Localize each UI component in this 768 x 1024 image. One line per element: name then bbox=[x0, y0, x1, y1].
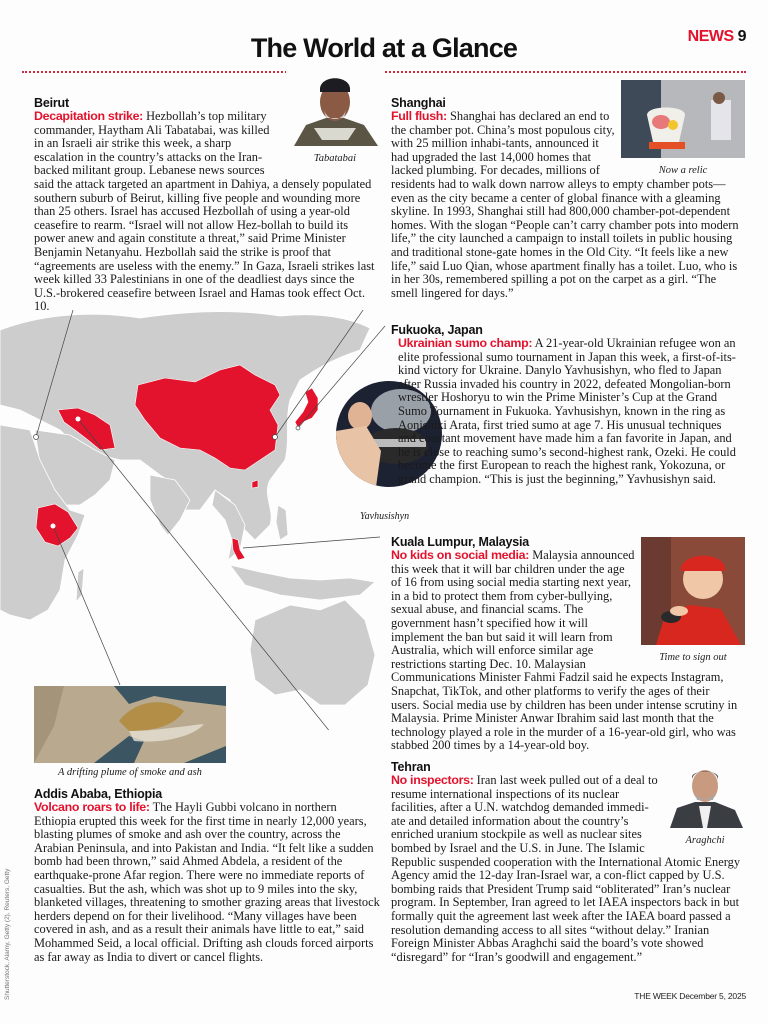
story-city: Tehran bbox=[391, 760, 431, 774]
photo-credit: Shutterstock, Alamy, Getty (2), Reuters, Getty bbox=[4, 868, 11, 1000]
volcano-satellite-photo bbox=[34, 686, 226, 763]
story-text: Malaysia announced this week that it will bar children under the age of 16 from using social media starting next year, in a bid to protect them from cyber-bullying, sexual abuse, and financial scams. The government hasn’t specified how it will implement the ban but said it will learn from Australia, which will enforce similar age restrictions starting Dec. 10. Malaysian Communications Minister Fahmi Fadzil said he expects Instagram, Snapchat, TikTok, and other platforms to verify the ages of their users. Social media use by children has been under intense scrutiny in Malaysia. Prime Minister Anwar Ibrahim said last month that the technology played a role in the murder of a 16-year-old girl, who was stabbed 200 times by a 14-year-old boy. bbox=[391, 548, 738, 753]
photo-araghchi bbox=[665, 762, 745, 847]
story-kicker: Ukrainian sumo champ: bbox=[398, 336, 533, 350]
story-text: Iran last week pulled out of a deal to resume international inspections of its nuclear facilities, after a U.N. watchdog demanded immedi-ate and detailed information about the country’s enriched uranium stockpile as well as nuclear sites bombed by Israel and the U.S. in June. The Islamic Republic suspended cooperation with the International Atomic Energy Agency amid the 12-day Iran-Israel war, a con-flict capped by U.S. bombing raids that President Trump said “obliterated” Iran’s nuclear program. In September, Iran agreed to let IAEA inspectors back in but formally quit the agreement last week after the IAEA board passed a resolution demanding access to all sites “without delay.” Iranian Foreign Minister Abbas Araghchi said the board’s vote showed “disregard” for “Iran’s goodwill and engagement.” bbox=[391, 773, 741, 964]
story-beirut bbox=[34, 96, 380, 314]
map-indonesia bbox=[230, 565, 375, 600]
story-city: Shanghai bbox=[391, 96, 446, 110]
map-japan bbox=[295, 388, 318, 428]
story-text: Hezbollah’s top military commander, Haytham Ali Tabatabai, was killed in an Israeli air strike this week, a sharp escalation in the country’s attacks on the Iran-backed militant group. Lebanese news sources said the attack targeted an apartment in Dahiya, a densely populated southern suburb of Beirut, killing five people and wounding more than 25 others. Israel has accused Hezbollah of using a year-old ceasefire to rearm. “Israel will not allow Hez-bollah to build its power anew and again constitute a threat,” said Prime Minister Benjamin Netanyahu. Hezbollah said the strike is proof that “agreements are useless with the enemy.” In Gaza, Israeli strikes last week killed 33 Palestinians in one of the deadliest days since the U.S.-brokered ceasefire between Israel and Hamas took effect Oct. 10. bbox=[34, 109, 375, 314]
volcano-photo-caption: A drifting plume of smoke and ash bbox=[58, 767, 202, 778]
section-label bbox=[688, 28, 746, 46]
story-city: Fukuoka, Japan bbox=[391, 323, 483, 337]
photo-caption: Araghchi bbox=[685, 834, 725, 846]
story-kicker: No kids on social media: bbox=[391, 548, 530, 562]
marker-fukuoka bbox=[296, 426, 300, 430]
story-city: Kuala Lumpur, Malaysia bbox=[391, 535, 530, 549]
header-divider bbox=[22, 71, 746, 73]
photo-caption: Tabatabai bbox=[313, 152, 357, 164]
story-tehran bbox=[391, 760, 741, 964]
map-australia bbox=[250, 600, 375, 705]
map-philippines bbox=[276, 505, 288, 540]
story-kicker: Full flush: bbox=[391, 109, 447, 123]
section-name: NEWS bbox=[687, 28, 734, 45]
story-fukuoka bbox=[391, 323, 741, 513]
marker-addis-ababa bbox=[51, 524, 56, 529]
story-kicker: Volcano roars to life: bbox=[34, 800, 150, 814]
leader-addis-ababa bbox=[53, 526, 120, 685]
story-text: The Hayli Gubbi volcano in northern Ethiopia erupted this week for the first time in nearly 12,000 years, blasting plumes of smoke and ash over the country, across the Arabian Peninsula, and into Pakistan and India. “It felt like a sudden bomb had been thrown,” said Ahmed Abdela, a resident of the earthquake-prone Afar region. There were no immediate reports of casualties. But the ash, which was shot up to 9 miles into the sky, blanketed villages, threatening to smother grazing areas that livestock herders depend on for their livelihood. “Many villages have been covered in ash, and as a result their animals have little to eat,” said Mohammed Seid, a local official. Drifting ash clouds forced airports as far away as India to divert or cancel flights. bbox=[34, 800, 380, 964]
story-shanghai bbox=[391, 96, 741, 300]
photo-caption: Time to sign out bbox=[659, 651, 727, 663]
story-kicker: No inspectors: bbox=[391, 773, 474, 787]
story-city: Addis Ababa, Ethiopia bbox=[34, 787, 162, 801]
story-kicker: Decapitation strike: bbox=[34, 109, 143, 123]
marker-tehran bbox=[76, 417, 81, 422]
photo-chamber-pot bbox=[621, 80, 745, 177]
photo-girl-phone bbox=[641, 537, 745, 664]
leader-kuala-lumpur bbox=[243, 537, 380, 548]
story-addis-ababa bbox=[34, 787, 380, 964]
footer-date: December 5, 2025 bbox=[679, 991, 746, 1001]
marker-shanghai bbox=[273, 435, 278, 440]
story-body bbox=[391, 337, 741, 487]
page-number: 9 bbox=[737, 28, 746, 45]
marker-beirut bbox=[34, 435, 39, 440]
story-text: A 21-year-old Ukrainian refugee won an elite professional sumo tournament in Japan this week, a first-of-its-kind victory for Ukraine. Danylo Yavhusishyn, who fled to Japan after Russia invaded his country in 2022, defeated Mongolian-born wrestler Hoshoryu to win the Prime Minister’s Cup at the Grand Sumo Tournament in Fukuoka. Yavhusishyn, known in the ring as Aonishiki Arata, first tried sumo at age 7. His unusual techniques and constant movement have made him a fan favorite in Japan, and he is close to reaching sumo’s second-highest rank, Ozeki. He could become the first European to reach the highest rank, Yokozuna, or grand champion. “This is just the beginning,” Yavhusishyn said. bbox=[398, 336, 736, 486]
story-body bbox=[34, 801, 380, 964]
story-city: Beirut bbox=[34, 96, 69, 110]
photo-caption: Now a relic bbox=[658, 164, 708, 176]
footer bbox=[634, 991, 746, 1001]
page-title: The World at a Glance bbox=[250, 33, 518, 63]
footer-publication: THE WEEK bbox=[634, 991, 678, 1001]
photo-tabatabai bbox=[286, 70, 384, 165]
story-text: Shanghai has declared an end to the chamber pot. China’s most populous city, with 25 million inhabi-tants, announced it had upgraded the last 14,000 homes that lacked plumbing. For decades, millions of residents had to walk down narrow alleys to empty chamber pots—even as the city became a center of global finance with a gleaming skyline. In 1993, Shanghai still had 800,000 chamber-pot-dependent homes. With the slogan “People can’t carry chamber pots into modern life,” the city launched a campaign to install toilets in public housing and traditional stone-gate homes in the Old City. “It feels like a new life,” said Luo Qian, whose apartment finally has a toilet. Luo, who is in her 30s, remembered spilling a pot on the carpet as a girl. “The smell lingered for days.” bbox=[391, 109, 739, 300]
map-malaysia bbox=[232, 538, 245, 560]
sumo-photo-caption: Yavhusishyn bbox=[360, 511, 410, 522]
story-kuala-lumpur bbox=[391, 535, 741, 753]
